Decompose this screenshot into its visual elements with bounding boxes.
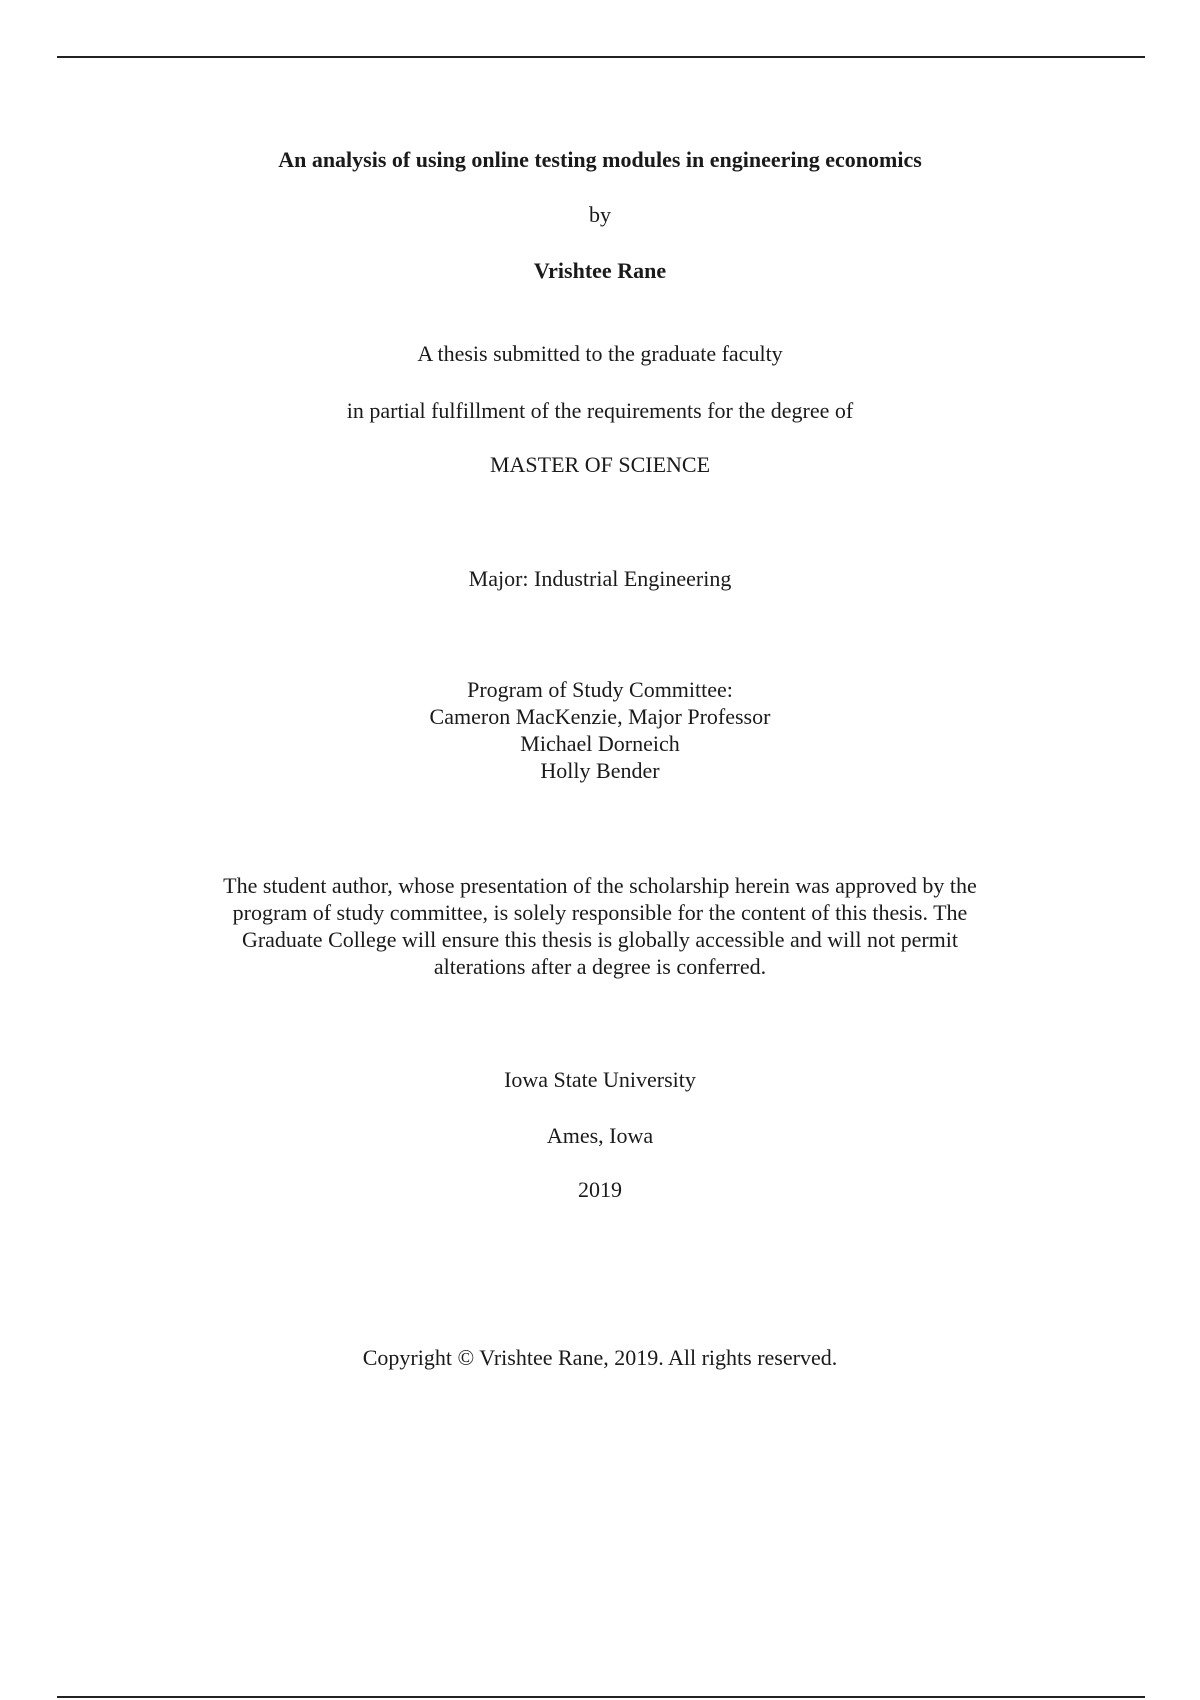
statement-line: program of study committee, is solely responsible for the content of this thesis. The bbox=[232, 900, 968, 925]
top-rule bbox=[57, 56, 1145, 58]
author-statement bbox=[0, 872, 1200, 980]
committee-member: Holly Bender bbox=[540, 758, 660, 783]
statement-line: The student author, whose presentation of the scholarship herein was approved by the bbox=[223, 873, 977, 898]
author-name: Vrishtee Rane bbox=[533, 258, 667, 283]
year: 2019 bbox=[578, 1177, 622, 1202]
university: Iowa State University bbox=[504, 1067, 696, 1092]
submission-line-2: in partial fulfillment of the requirements for the degree of bbox=[346, 398, 854, 423]
location: Ames, Iowa bbox=[546, 1123, 654, 1148]
committee bbox=[0, 676, 1200, 784]
committee-heading: Program of Study Committee: bbox=[467, 677, 733, 702]
thesis-title: An analysis of using online testing modules in engineering economics bbox=[278, 147, 922, 172]
statement-line: Graduate College will ensure this thesis is globally accessible and will not permit bbox=[241, 927, 959, 952]
degree-name: MASTER OF SCIENCE bbox=[489, 452, 711, 477]
statement-line: alterations after a degree is conferred. bbox=[433, 954, 767, 979]
committee-member: Cameron MacKenzie, Major Professor bbox=[429, 704, 771, 729]
committee-member: Michael Dorneich bbox=[520, 731, 680, 756]
by-label: by bbox=[589, 202, 611, 227]
bottom-rule bbox=[57, 1696, 1145, 1698]
copyright-notice: Copyright © Vrishtee Rane, 2019. All rights reserved. bbox=[362, 1345, 838, 1370]
major: Major: Industrial Engineering bbox=[468, 566, 732, 591]
submission-line-1: A thesis submitted to the graduate faculty bbox=[417, 341, 783, 366]
